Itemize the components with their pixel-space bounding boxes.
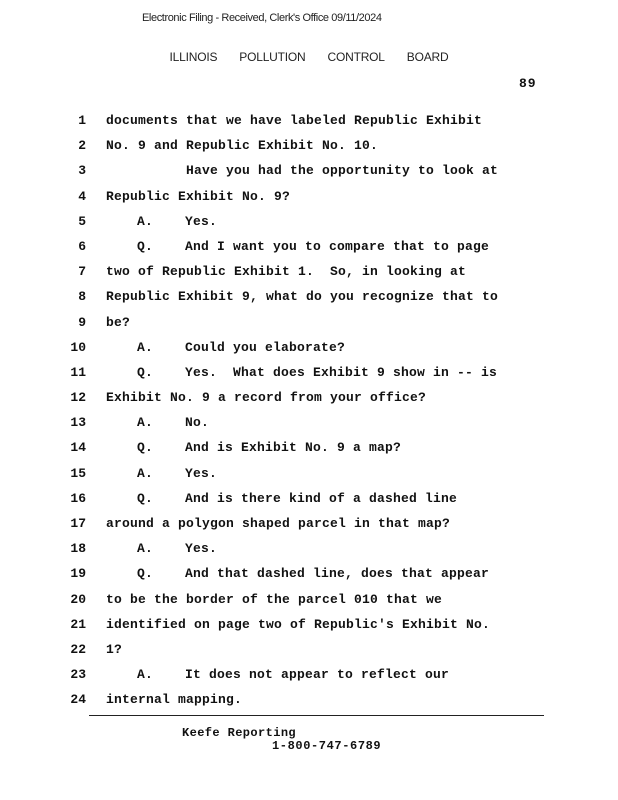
transcript-line <box>0 286 618 311</box>
line-number: 9 <box>78 314 86 330</box>
line-text: Q. Yes. What does Exhibit 9 show in -- is <box>137 364 498 380</box>
line-number: 13 <box>70 415 86 431</box>
line-text: around a polygon shaped parcel in that map? <box>106 516 451 531</box>
transcript-line <box>0 563 618 588</box>
board-title-word: POLLUTION <box>239 50 306 64</box>
line-text: A. Could you elaborate? <box>137 339 346 355</box>
transcript-line <box>0 589 618 614</box>
line-text: be? <box>106 314 131 330</box>
filing-stamp: Electronic Filing - Received, Clerk's Office 09/11/2024 <box>142 12 382 24</box>
footer-phone: 1-800-747-6789 <box>272 739 382 753</box>
line-number: 14 <box>70 440 86 456</box>
transcript-line <box>0 186 618 211</box>
transcript-line <box>0 437 618 462</box>
line-text: Exhibit No. 9 a record from your office? <box>106 390 427 406</box>
line-text: A. It does not appear to reflect our <box>137 667 450 683</box>
transcript-line <box>0 211 618 236</box>
line-number: 1 <box>78 113 86 128</box>
line-number: 11 <box>70 364 86 380</box>
footer-divider <box>89 715 544 716</box>
footer-company: Keefe Reporting <box>182 726 297 740</box>
line-text: documents that we have labeled Republic Exhibit <box>106 113 483 128</box>
line-number: 19 <box>70 566 86 582</box>
transcript-line <box>0 387 618 412</box>
line-text: A. No. <box>137 415 210 431</box>
transcript-line <box>0 639 618 664</box>
line-text: Q. And is Exhibit No. 9 a map? <box>137 440 402 456</box>
board-title-word: CONTROL <box>327 50 385 64</box>
line-number: 17 <box>70 516 86 531</box>
line-text: A. Yes. <box>137 213 218 229</box>
transcript-line <box>0 412 618 437</box>
line-number: 8 <box>78 289 86 305</box>
line-number: 7 <box>78 264 86 280</box>
line-text: Have you had the opportunity to look at <box>186 163 499 179</box>
line-number: 3 <box>78 163 86 179</box>
transcript-line <box>0 160 618 185</box>
line-number: 18 <box>70 541 86 557</box>
transcript-line <box>0 664 618 689</box>
line-number: 2 <box>78 138 86 154</box>
line-number: 5 <box>78 213 86 229</box>
transcript-line <box>0 488 618 513</box>
line-text: two of Republic Exhibit 1. So, in looking at <box>106 264 467 280</box>
line-number: 10 <box>70 339 86 355</box>
line-number: 12 <box>70 390 86 406</box>
line-text: Q. And is there kind of a dashed line <box>137 490 458 506</box>
line-number: 21 <box>70 616 86 632</box>
transcript-line <box>0 110 618 135</box>
line-text: No. 9 and Republic Exhibit No. 10. <box>106 138 379 154</box>
line-number: 22 <box>70 641 86 657</box>
line-number: 6 <box>78 238 86 254</box>
line-text: internal mapping. <box>106 692 243 708</box>
line-number: 4 <box>78 188 86 204</box>
transcript-line <box>0 312 618 337</box>
transcript-line <box>0 261 618 286</box>
transcript-line <box>0 538 618 563</box>
transcript-line <box>0 362 618 387</box>
transcript-line <box>0 614 618 639</box>
board-title <box>0 50 618 64</box>
transcript-line <box>0 689 618 714</box>
board-title-word: BOARD <box>406 50 449 64</box>
transcript-line <box>0 135 618 160</box>
line-text: Republic Exhibit 9, what do you recognize that to <box>106 289 499 305</box>
page-number: 89 <box>519 76 537 91</box>
line-number: 23 <box>70 667 86 683</box>
line-number: 15 <box>70 465 86 481</box>
line-text: identified on page two of Republic's Exhibit No. <box>106 616 491 632</box>
line-text: to be the border of the parcel 010 that we <box>106 591 443 607</box>
line-number: 20 <box>70 591 86 607</box>
transcript-body <box>0 110 618 715</box>
transcript-line <box>0 236 618 261</box>
transcript-line <box>0 337 618 362</box>
line-text: 1? <box>106 641 123 657</box>
line-number: 16 <box>70 490 86 506</box>
board-title-word: ILLINOIS <box>169 50 218 64</box>
transcript-line <box>0 513 618 538</box>
transcript-line <box>0 463 618 488</box>
line-text: A. Yes. <box>137 465 218 481</box>
line-text: Republic Exhibit No. 9? <box>106 188 291 204</box>
line-text: Q. And I want you to compare that to page <box>137 238 490 254</box>
line-text: A. Yes. <box>137 541 218 557</box>
line-text: Q. And that dashed line, does that appear <box>137 566 490 582</box>
line-number: 24 <box>70 692 86 708</box>
